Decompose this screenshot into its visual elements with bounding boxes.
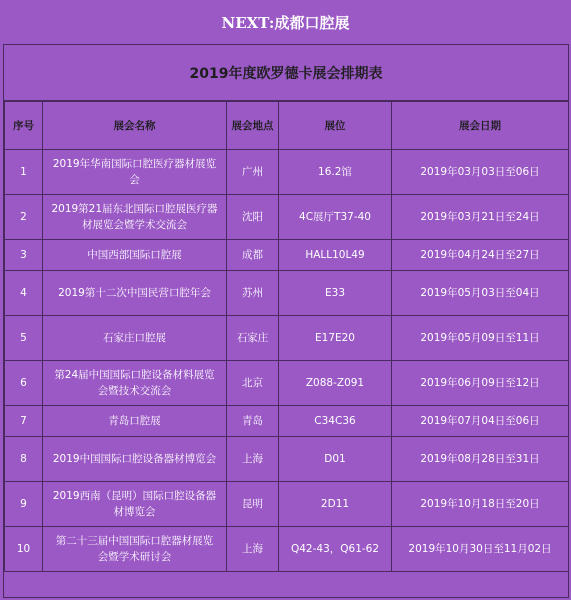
row-booth: Z088-Z091 (279, 361, 392, 406)
row-booth: E33 (279, 271, 392, 316)
row-city: 青岛 (227, 406, 279, 437)
row-no: 6 (5, 361, 43, 406)
header-no: 序号 (5, 102, 43, 150)
table-body (5, 150, 569, 572)
row-city: 昆明 (227, 482, 279, 527)
header-date: 展会日期 (392, 102, 569, 150)
table-row (5, 271, 569, 316)
header-name: 展会名称 (43, 102, 227, 150)
row-date: 2019年06月09日至12日 (392, 361, 569, 406)
row-no: 8 (5, 437, 43, 482)
row-name: 2019第十二次中国民营口腔年会 (43, 271, 227, 316)
header-city: 展会地点 (227, 102, 279, 150)
row-no: 2 (5, 195, 43, 240)
row-date: 2019年10月18日至20日 (392, 482, 569, 527)
table-row (5, 316, 569, 361)
row-name: 青岛口腔展 (43, 406, 227, 437)
row-date: 2019年05月09日至11日 (392, 316, 569, 361)
table-row (5, 240, 569, 271)
row-name: 2019中国国际口腔设备器材博览会 (43, 437, 227, 482)
row-booth: 2D11 (279, 482, 392, 527)
row-no: 7 (5, 406, 43, 437)
next-event-banner (0, 0, 571, 44)
row-booth: HALL10L49 (279, 240, 392, 271)
row-date: 2019年04月24日至27日 (392, 240, 569, 271)
row-name: 第24届中国国际口腔设备材料展览会暨技术交流会 (43, 361, 227, 406)
row-date: 2019年03月03日至06日 (392, 150, 569, 195)
row-no: 3 (5, 240, 43, 271)
table-row (5, 361, 569, 406)
schedule-table (4, 101, 569, 572)
row-date: 2019年08月28日至31日 (392, 437, 569, 482)
row-date: 2019年07月04日至06日 (392, 406, 569, 437)
row-city: 上海 (227, 437, 279, 482)
table-row (5, 437, 569, 482)
table-row (5, 150, 569, 195)
row-name: 中国西部国际口腔展 (43, 240, 227, 271)
table-title: 2019年度欧罗德卡展会排期表 (4, 45, 568, 101)
row-booth: Q42-43，Q61-62 (279, 527, 392, 572)
row-no: 1 (5, 150, 43, 195)
table-row (5, 406, 569, 437)
row-name: 2019第21届东北国际口腔展医疗器材展览会暨学术交流会 (43, 195, 227, 240)
row-name: 2019年华南国际口腔医疗器材展览会 (43, 150, 227, 195)
next-event-text: NEXT:成都口腔展 (221, 13, 350, 32)
row-city: 沈阳 (227, 195, 279, 240)
row-no: 10 (5, 527, 43, 572)
schedule-table-container (3, 44, 569, 598)
row-booth: 4C展厅T37-40 (279, 195, 392, 240)
row-booth: C34C36 (279, 406, 392, 437)
row-name: 石家庄口腔展 (43, 316, 227, 361)
row-city: 苏州 (227, 271, 279, 316)
row-date: 2019年03月21日至24日 (392, 195, 569, 240)
row-city: 北京 (227, 361, 279, 406)
table-header-row (5, 102, 569, 150)
row-no: 4 (5, 271, 43, 316)
row-name: 2019西南（昆明）国际口腔设备器材博览会 (43, 482, 227, 527)
row-no: 9 (5, 482, 43, 527)
row-booth: E17E20 (279, 316, 392, 361)
table-row (5, 527, 569, 572)
table-row (5, 195, 569, 240)
row-name: 第二十三届中国国际口腔器材展览会暨学术研讨会 (43, 527, 227, 572)
row-city: 石家庄 (227, 316, 279, 361)
row-date: 2019年10月30日至11月02日 (392, 527, 569, 572)
row-booth: 16.2馆 (279, 150, 392, 195)
row-city: 成都 (227, 240, 279, 271)
table-row (5, 482, 569, 527)
header-booth: 展位 (279, 102, 392, 150)
row-city: 上海 (227, 527, 279, 572)
row-city: 广州 (227, 150, 279, 195)
row-no: 5 (5, 316, 43, 361)
row-booth: D01 (279, 437, 392, 482)
row-date: 2019年05月03日至04日 (392, 271, 569, 316)
